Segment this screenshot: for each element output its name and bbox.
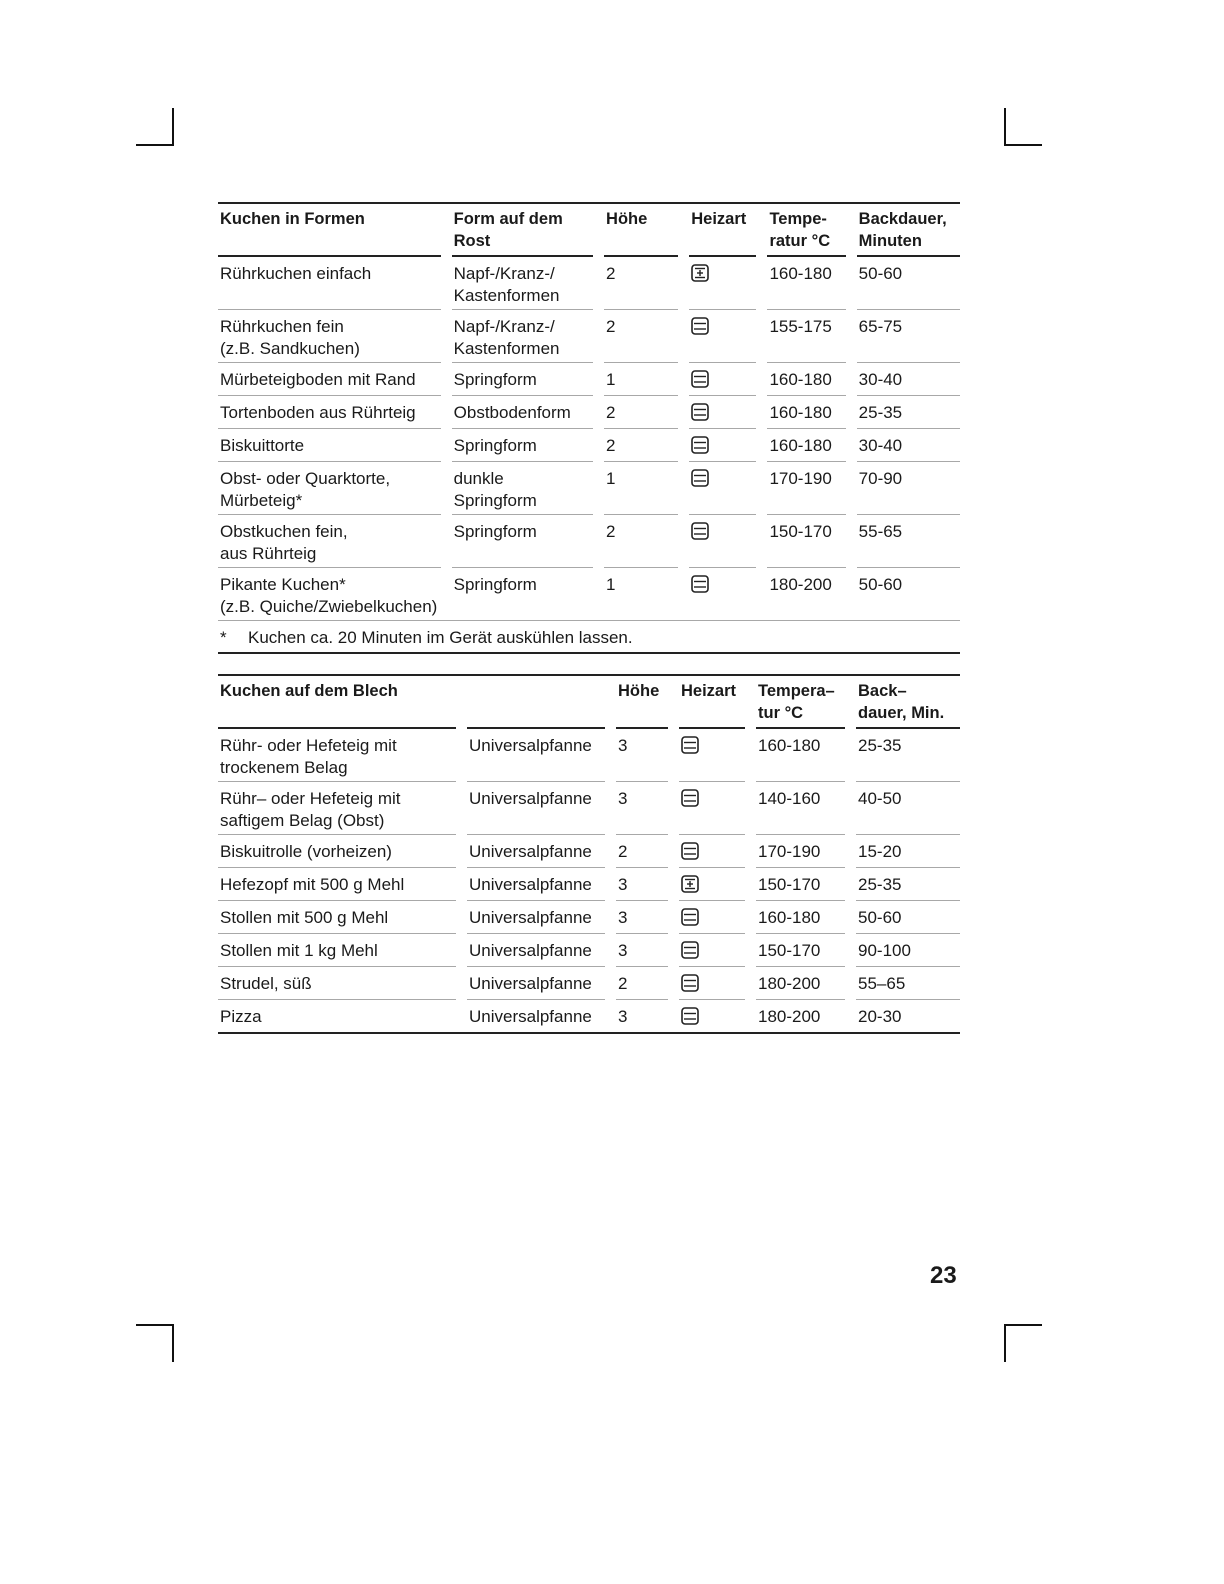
cell-text: Universalpfanne	[469, 789, 592, 808]
hot-air-icon	[681, 875, 699, 893]
table-cakes-in-tins	[218, 202, 960, 654]
cell-height	[604, 363, 678, 396]
cell-name	[218, 868, 456, 901]
cell-text: dunkle	[453, 469, 504, 488]
table-row	[218, 462, 960, 515]
header-form: Form auf dem Rost	[452, 204, 593, 257]
table-row	[218, 934, 960, 967]
cell-text: (z.B. Quiche/Zwiebelkuchen)	[220, 597, 438, 616]
crop-mark-bottom-left	[172, 1324, 174, 1362]
header-heat: Heizart	[679, 676, 745, 729]
cell-duration	[856, 934, 960, 967]
cell-form	[467, 967, 605, 1000]
cell-text: Obst- oder Quarktorte,	[220, 469, 391, 488]
cell-text: 40-50	[858, 789, 902, 808]
header-height: Höhe	[604, 204, 678, 257]
cell-text: Universalpfanne	[469, 1007, 592, 1026]
cell-heat	[679, 934, 745, 967]
cell-duration	[856, 835, 960, 868]
table-row	[218, 310, 960, 363]
cell-height	[616, 967, 668, 1000]
crop-mark-bottom-right	[1004, 1324, 1042, 1326]
header-temperature: Tempe- ratur °C	[767, 204, 845, 257]
cell-name	[218, 835, 456, 868]
cell-form	[452, 396, 593, 429]
cell-form	[467, 901, 605, 934]
cell-text: 160-180	[769, 264, 832, 283]
top-bottom-heat-icon	[681, 941, 699, 959]
cell-duration	[856, 967, 960, 1000]
table-row	[218, 835, 960, 868]
cell-text: Universalpfanne	[469, 974, 592, 993]
crop-mark-top-left	[136, 144, 174, 146]
cell-text: Kastenformen	[453, 286, 560, 305]
cell-temperature	[756, 901, 845, 934]
cell-text: Stollen mit 1 kg Mehl	[220, 941, 378, 960]
cell-heat	[679, 1000, 745, 1032]
cell-name	[218, 782, 456, 835]
cell-text: Stollen mit 500 g Mehl	[220, 908, 389, 927]
top-bottom-heat-icon	[691, 469, 709, 487]
cell-text: Rühr- oder Hefeteig mit	[220, 736, 397, 755]
cell-height	[604, 257, 678, 310]
table-header-row	[218, 676, 960, 729]
cell-text: Universalpfanne	[469, 842, 592, 861]
cell-name	[218, 257, 441, 310]
cell-temperature	[756, 729, 845, 782]
cell-text: 25-35	[858, 403, 903, 422]
cell-height	[604, 396, 678, 429]
cell-duration	[857, 257, 960, 310]
cell-text: Pikante Kuchen*	[220, 575, 346, 594]
cell-name	[218, 429, 441, 462]
cell-text: Springform	[453, 575, 537, 594]
cell-text: Rührkuchen einfach	[220, 264, 372, 283]
cell-temperature	[767, 568, 845, 620]
cell-name	[218, 967, 456, 1000]
cell-duration	[857, 429, 960, 462]
footnote	[218, 620, 960, 652]
top-bottom-heat-icon	[691, 436, 709, 454]
cell-name	[218, 1000, 456, 1032]
cell-text: 2	[606, 522, 616, 541]
top-bottom-heat-icon	[681, 842, 699, 860]
cell-temperature	[756, 868, 845, 901]
cell-text: 65-75	[858, 317, 903, 336]
table-row	[218, 396, 960, 429]
cell-text: 2	[618, 974, 628, 993]
top-bottom-heat-icon	[681, 974, 699, 992]
cell-temperature	[756, 934, 845, 967]
cell-form	[452, 515, 593, 568]
header-temperature: Tempera– tur °C	[756, 676, 845, 729]
cell-form	[467, 1000, 605, 1032]
cell-text: saftigem Belag (Obst)	[220, 811, 385, 830]
cell-text: 2	[606, 317, 616, 336]
cell-text: Rühr– oder Hefeteig mit	[220, 789, 401, 808]
cell-heat	[689, 429, 756, 462]
cell-name	[218, 901, 456, 934]
cell-text: 160-180	[769, 436, 832, 455]
cell-text: 3	[618, 875, 628, 894]
cell-text: 155-175	[769, 317, 832, 336]
cell-text: 2	[606, 264, 616, 283]
cell-form	[452, 363, 593, 396]
cell-text: 55-65	[858, 522, 903, 541]
cell-text: 160-180	[758, 908, 821, 927]
top-bottom-heat-icon	[681, 1007, 699, 1025]
cell-height	[616, 868, 668, 901]
crop-mark-bottom-left	[136, 1324, 174, 1326]
cell-text: Obstbodenform	[453, 403, 571, 422]
cell-text: trockenem Belag	[220, 758, 348, 777]
cell-text: 3	[618, 736, 628, 755]
cell-heat	[689, 568, 756, 620]
cell-text: Kastenformen	[453, 339, 560, 358]
cell-heat	[679, 729, 745, 782]
cell-height	[604, 568, 678, 620]
cell-text: Strudel, süß	[220, 974, 312, 993]
cell-height	[616, 782, 668, 835]
table-row	[218, 515, 960, 568]
cell-text: 150-170	[769, 522, 832, 541]
crop-mark-top-right	[1004, 144, 1042, 146]
cell-text: 160-180	[769, 403, 832, 422]
cell-duration	[856, 782, 960, 835]
hot-air-icon	[691, 264, 709, 282]
cell-duration	[856, 729, 960, 782]
cell-height	[616, 901, 668, 934]
cell-name	[218, 462, 441, 515]
cell-heat	[679, 967, 745, 1000]
cell-form	[467, 729, 605, 782]
cell-text: 180-200	[769, 575, 832, 594]
cell-text: Mürbeteig*	[220, 491, 303, 510]
top-bottom-heat-icon	[681, 736, 699, 754]
cell-text: 70-90	[858, 469, 903, 488]
cell-text: Universalpfanne	[469, 875, 592, 894]
cell-text: 50-60	[858, 908, 902, 927]
cell-text: 90-100	[858, 941, 911, 960]
cell-text: Hefezopf mit 500 g Mehl	[220, 875, 405, 894]
cell-height	[616, 1000, 668, 1032]
cell-text: Napf-/Kranz-/	[453, 317, 555, 336]
cell-text: Mürbeteigboden mit Rand	[220, 370, 416, 389]
cell-heat	[689, 257, 756, 310]
cell-name	[218, 310, 441, 363]
header-duration: Backdauer, Minuten	[857, 204, 960, 257]
cell-text: 3	[618, 1007, 628, 1026]
header-cake: Kuchen in Formen	[218, 204, 441, 257]
cell-heat	[689, 363, 756, 396]
header-form	[467, 676, 605, 729]
cell-temperature	[767, 462, 845, 515]
cell-text: Springform	[453, 522, 537, 541]
top-bottom-heat-icon	[691, 317, 709, 335]
cell-text: Obstkuchen fein,	[220, 522, 348, 541]
crop-mark-bottom-right	[1004, 1324, 1006, 1362]
table-header-row	[218, 204, 960, 257]
cell-text: Pizza	[220, 1007, 262, 1026]
cell-text: 2	[618, 842, 628, 861]
cell-duration	[856, 868, 960, 901]
cell-form	[467, 835, 605, 868]
cell-height	[604, 310, 678, 363]
cell-text: Biskuitrolle (vorheizen)	[220, 842, 392, 861]
cell-form	[467, 868, 605, 901]
cell-text: 25-35	[858, 875, 902, 894]
cell-text: 150-170	[758, 941, 821, 960]
cell-text: 55–65	[858, 974, 906, 993]
cell-text: 3	[618, 941, 628, 960]
cell-name	[218, 934, 456, 967]
cell-name	[218, 363, 441, 396]
cell-heat	[689, 462, 756, 515]
cell-text: aus Rührteig	[220, 544, 317, 563]
cell-temperature	[756, 967, 845, 1000]
table-row	[218, 901, 960, 934]
top-bottom-heat-icon	[691, 575, 709, 593]
top-bottom-heat-icon	[691, 403, 709, 421]
cell-text: 1	[606, 575, 616, 594]
cell-text: 170-190	[769, 469, 832, 488]
cell-text: 2	[606, 436, 616, 455]
cell-heat	[679, 901, 745, 934]
cell-text: 2	[606, 403, 616, 422]
table-row	[218, 868, 960, 901]
cell-text: 170-190	[758, 842, 821, 861]
cell-name	[218, 396, 441, 429]
footnote-mark: *	[220, 628, 227, 647]
cell-temperature	[767, 429, 845, 462]
table-row	[218, 568, 960, 620]
cell-text: Universalpfanne	[469, 941, 592, 960]
cell-height	[616, 729, 668, 782]
cell-duration	[857, 363, 960, 396]
cell-text: Universalpfanne	[469, 736, 592, 755]
cell-text: 3	[618, 908, 628, 927]
cell-duration	[857, 515, 960, 568]
cell-text: Napf-/Kranz-/	[453, 264, 555, 283]
cell-text: Springform	[453, 436, 537, 455]
cell-text: 160-180	[769, 370, 832, 389]
cell-text: 1	[606, 469, 616, 488]
cell-duration	[857, 310, 960, 363]
cell-temperature	[756, 782, 845, 835]
header-heat: Heizart	[689, 204, 756, 257]
table-row	[218, 1000, 960, 1032]
cell-temperature	[767, 310, 845, 363]
cell-duration	[856, 1000, 960, 1032]
cell-form	[467, 934, 605, 967]
cell-temperature	[756, 1000, 845, 1032]
cell-temperature	[767, 257, 845, 310]
cell-duration	[857, 396, 960, 429]
cell-form	[452, 462, 593, 515]
top-bottom-heat-icon	[681, 789, 699, 807]
cell-heat	[679, 835, 745, 868]
cell-text: 1	[606, 370, 616, 389]
cell-heat	[689, 396, 756, 429]
crop-mark-top-right	[1004, 108, 1006, 146]
cell-text: Springform	[453, 491, 537, 510]
cell-form	[467, 782, 605, 835]
header-cake: Kuchen auf dem Blech	[218, 676, 456, 729]
cell-text: 25-35	[858, 736, 902, 755]
cell-text: 15-20	[858, 842, 902, 861]
cell-text: 180-200	[758, 1007, 821, 1026]
cell-text: (z.B. Sandkuchen)	[220, 339, 360, 358]
cell-text: 140-160	[758, 789, 821, 808]
crop-mark-top-left	[172, 108, 174, 146]
cell-heat	[689, 310, 756, 363]
cell-text: Springform	[453, 370, 537, 389]
table-row	[218, 967, 960, 1000]
cell-text: 30-40	[858, 436, 903, 455]
cell-form	[452, 429, 593, 462]
cell-temperature	[767, 396, 845, 429]
cell-temperature	[767, 363, 845, 396]
cell-name	[218, 729, 456, 782]
table-row	[218, 429, 960, 462]
cell-text: 50-60	[858, 264, 903, 283]
cell-text: Rührkuchen fein	[220, 317, 344, 336]
cell-form	[452, 257, 593, 310]
cell-text: Tortenboden aus Rührteig	[220, 403, 416, 422]
cell-height	[616, 835, 668, 868]
cell-name	[218, 515, 441, 568]
cell-text: 180-200	[758, 974, 821, 993]
table-row	[218, 729, 960, 782]
cell-height	[604, 462, 678, 515]
cell-text: 20-30	[858, 1007, 902, 1026]
top-bottom-heat-icon	[691, 522, 709, 540]
footnote-row	[218, 620, 960, 652]
cell-heat	[679, 782, 745, 835]
cell-text: 160-180	[758, 736, 821, 755]
cell-name	[218, 568, 441, 620]
cell-text: 50-60	[858, 575, 903, 594]
cell-height	[616, 934, 668, 967]
table-row	[218, 782, 960, 835]
table-row	[218, 257, 960, 310]
cell-form	[452, 568, 593, 620]
header-height: Höhe	[616, 676, 668, 729]
footnote-text: Kuchen ca. 20 Minuten im Gerät auskühlen lassen.	[248, 628, 633, 647]
cell-text: 3	[618, 789, 628, 808]
top-bottom-heat-icon	[691, 370, 709, 388]
cell-heat	[679, 868, 745, 901]
cell-text: Biskuittorte	[220, 436, 305, 455]
cell-text: Universalpfanne	[469, 908, 592, 927]
page-number: 23	[930, 1262, 957, 1289]
cell-heat	[689, 515, 756, 568]
cell-temperature	[756, 835, 845, 868]
cell-text: 150-170	[758, 875, 821, 894]
cell-height	[604, 429, 678, 462]
table-row	[218, 363, 960, 396]
table-cakes-on-tray	[218, 674, 960, 1034]
cell-temperature	[767, 515, 845, 568]
cell-height	[604, 515, 678, 568]
cell-duration	[857, 462, 960, 515]
cell-duration	[857, 568, 960, 620]
cell-form	[452, 310, 593, 363]
top-bottom-heat-icon	[681, 908, 699, 926]
header-duration: Back– dauer, Min.	[856, 676, 960, 729]
cell-duration	[856, 901, 960, 934]
cell-text: 30-40	[858, 370, 903, 389]
